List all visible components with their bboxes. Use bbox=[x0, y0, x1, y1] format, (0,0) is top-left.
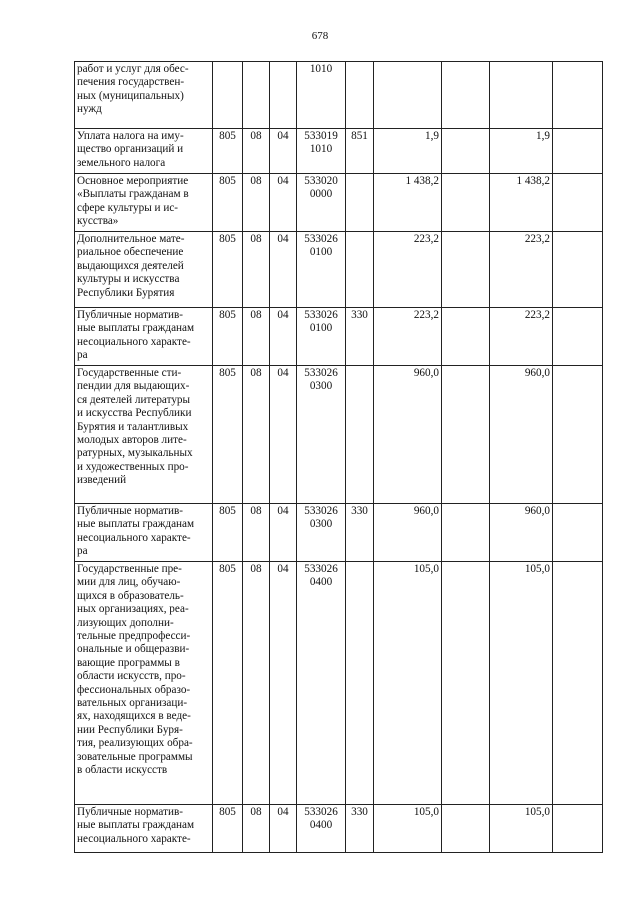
section-cell bbox=[243, 62, 270, 129]
target-article-cell bbox=[297, 129, 346, 174]
sum-cell-2 bbox=[490, 62, 553, 129]
name-cell bbox=[75, 366, 213, 504]
empty-cell bbox=[442, 308, 490, 366]
empty-cell bbox=[553, 174, 603, 232]
subsection-cell: 04 bbox=[270, 232, 297, 308]
name-cell bbox=[75, 232, 213, 308]
name-cell-line: сфере культуры и ис- bbox=[77, 201, 179, 214]
name-cell-line: «Выплаты гражданам в bbox=[77, 188, 189, 201]
empty-cell bbox=[442, 129, 490, 174]
target-article-cell-line: 533019 bbox=[304, 130, 338, 142]
sum-cell: 223,2 bbox=[374, 308, 442, 366]
table-body bbox=[75, 62, 603, 853]
target-article-cell-line: 533026 bbox=[304, 563, 338, 575]
empty-cell bbox=[442, 562, 490, 805]
name-cell-line: работ и услуг для обес- bbox=[77, 63, 189, 75]
target-article-cell-line: 0000 bbox=[309, 188, 333, 201]
sum-cell-2: 105,0 bbox=[490, 562, 553, 805]
target-article-cell bbox=[297, 366, 346, 504]
expense-type-cell bbox=[346, 562, 374, 805]
expense-type-cell bbox=[346, 232, 374, 308]
sum-cell-2: 105,0 bbox=[490, 805, 553, 853]
name-cell-line: ях, находящихся в веде- bbox=[77, 710, 191, 723]
table-row bbox=[75, 174, 603, 232]
sum-cell: 1,9 bbox=[374, 129, 442, 174]
sum-cell: 960,0 bbox=[374, 504, 442, 562]
empty-cell bbox=[553, 308, 603, 366]
target-article-cell-line: 533026 bbox=[304, 233, 338, 245]
section-cell: 08 bbox=[243, 504, 270, 562]
empty-cell bbox=[553, 232, 603, 308]
subsection-cell: 04 bbox=[270, 366, 297, 504]
name-cell-line: Дополнительное мате- bbox=[77, 233, 185, 245]
target-article-cell-line: 0400 bbox=[309, 576, 333, 589]
target-article-cell-line: 0300 bbox=[309, 380, 333, 393]
table-row bbox=[75, 562, 603, 805]
name-cell-line: в области искусств bbox=[77, 764, 168, 777]
target-article-cell-line: 533026 bbox=[304, 806, 338, 818]
name-cell-line: щество организаций и bbox=[77, 143, 184, 156]
name-cell-line: Публичные норматив- bbox=[77, 806, 183, 818]
empty-cell bbox=[553, 129, 603, 174]
ved-cell: 805 bbox=[213, 562, 243, 805]
sum-cell-2: 1 438,2 bbox=[490, 174, 553, 232]
name-cell bbox=[75, 129, 213, 174]
sum-cell-2: 1,9 bbox=[490, 129, 553, 174]
table-row bbox=[75, 232, 603, 308]
name-cell-line: несоциального характе- bbox=[77, 832, 191, 845]
subsection-cell: 04 bbox=[270, 562, 297, 805]
subsection-cell: 04 bbox=[270, 308, 297, 366]
table-row bbox=[75, 62, 603, 129]
name-cell bbox=[75, 174, 213, 232]
name-cell-line: Государственные сти- bbox=[77, 367, 182, 379]
name-cell bbox=[75, 805, 213, 853]
section-cell: 08 bbox=[243, 129, 270, 174]
section-cell: 08 bbox=[243, 366, 270, 504]
name-cell-line: печения государствен- bbox=[77, 76, 185, 89]
empty-cell bbox=[553, 366, 603, 504]
name-cell-line: ра bbox=[77, 349, 88, 362]
subsection-cell: 04 bbox=[270, 805, 297, 853]
name-cell-line: вательных организаци- bbox=[77, 697, 188, 710]
name-cell-line: Уплата налога на иму- bbox=[77, 130, 184, 142]
target-article-cell-line: 533026 bbox=[304, 505, 338, 517]
name-cell-line: выдающихся деятелей bbox=[77, 259, 184, 272]
expense-type-cell: 330 bbox=[346, 805, 374, 853]
ved-cell: 805 bbox=[213, 174, 243, 232]
target-article-cell-line: 0400 bbox=[309, 819, 333, 832]
name-cell-line: изведений bbox=[77, 474, 127, 487]
target-article-cell-line: 0300 bbox=[309, 518, 333, 531]
subsection-cell: 04 bbox=[270, 129, 297, 174]
name-cell-line: тия, реализующих обра- bbox=[77, 737, 193, 750]
section-cell: 08 bbox=[243, 174, 270, 232]
table-row bbox=[75, 504, 603, 562]
table-row bbox=[75, 366, 603, 504]
target-article-cell bbox=[297, 308, 346, 366]
name-cell-line: ональные и общеразви- bbox=[77, 643, 190, 656]
expense-type-cell: 330 bbox=[346, 308, 374, 366]
target-article-cell bbox=[297, 805, 346, 853]
empty-cell bbox=[553, 62, 603, 129]
name-cell-line: ные выплаты гражданам bbox=[77, 322, 195, 335]
expense-type-cell bbox=[346, 366, 374, 504]
budget-table bbox=[74, 61, 603, 853]
ved-cell bbox=[213, 62, 243, 129]
name-cell-line: и художественных про- bbox=[77, 460, 189, 473]
name-cell-line: Республики Бурятия bbox=[77, 286, 175, 299]
page-number: 678 bbox=[311, 30, 329, 42]
target-article-cell bbox=[297, 174, 346, 232]
name-cell-line: Бурятия и талантливых bbox=[77, 420, 189, 433]
name-cell-line: и искусства Республики bbox=[77, 407, 192, 420]
name-cell-line: ра bbox=[77, 545, 88, 558]
ved-cell: 805 bbox=[213, 805, 243, 853]
sum-cell-2: 223,2 bbox=[490, 232, 553, 308]
name-cell-line: риальное обеспечение bbox=[77, 246, 184, 259]
name-cell-line: фессиональных образо- bbox=[77, 683, 191, 696]
name-cell-line: зовательные программы bbox=[77, 750, 193, 763]
name-cell-line: ные выплаты гражданам bbox=[77, 518, 195, 531]
name-cell-line: мии для лиц, обучаю- bbox=[77, 576, 181, 589]
expense-type-cell bbox=[346, 174, 374, 232]
name-cell-line: нужд bbox=[77, 103, 102, 116]
name-cell-line: вающие программы в bbox=[77, 656, 180, 669]
name-cell-line: ся деятелей литературы bbox=[77, 393, 191, 406]
name-cell-line: ные выплаты гражданам bbox=[77, 819, 195, 832]
name-cell bbox=[75, 62, 213, 129]
name-cell-line: Основное мероприятие bbox=[77, 175, 189, 187]
sum-cell: 105,0 bbox=[374, 562, 442, 805]
name-cell bbox=[75, 308, 213, 366]
target-article-cell-line: 1010 bbox=[309, 143, 333, 156]
target-article-cell-line: 1010 bbox=[309, 63, 333, 75]
name-cell-line: нии Республики Буря- bbox=[77, 723, 183, 736]
section-cell: 08 bbox=[243, 805, 270, 853]
target-article-cell-line: 533026 bbox=[304, 367, 338, 379]
empty-cell bbox=[442, 366, 490, 504]
empty-cell bbox=[442, 805, 490, 853]
subsection-cell: 04 bbox=[270, 504, 297, 562]
name-cell-line: кусства» bbox=[77, 215, 119, 228]
name-cell-line: ных (муниципальных) bbox=[77, 89, 184, 102]
name-cell-line: культуры и искусства bbox=[77, 273, 180, 286]
table-row bbox=[75, 308, 603, 366]
expense-type-cell bbox=[346, 62, 374, 129]
name-cell-line: Государственные пре- bbox=[77, 563, 182, 575]
target-article-cell bbox=[297, 504, 346, 562]
sum-cell-2: 223,2 bbox=[490, 308, 553, 366]
target-article-cell-line: 533020 bbox=[304, 175, 338, 187]
expense-type-cell: 851 bbox=[346, 129, 374, 174]
name-cell bbox=[75, 504, 213, 562]
table-row bbox=[75, 129, 603, 174]
subsection-cell bbox=[270, 62, 297, 129]
sum-cell-2: 960,0 bbox=[490, 504, 553, 562]
name-cell-line: несоциального характе- bbox=[77, 335, 191, 348]
target-article-cell-line: 533026 bbox=[304, 309, 338, 321]
empty-cell bbox=[442, 62, 490, 129]
name-cell-line: земельного налога bbox=[77, 156, 166, 169]
empty-cell bbox=[553, 562, 603, 805]
target-article-cell-line: 0100 bbox=[309, 322, 333, 335]
subsection-cell: 04 bbox=[270, 174, 297, 232]
sum-cell: 223,2 bbox=[374, 232, 442, 308]
section-cell: 08 bbox=[243, 232, 270, 308]
name-cell-line: ных организациях, реа- bbox=[77, 603, 189, 616]
ved-cell: 805 bbox=[213, 308, 243, 366]
name-cell-line: Публичные норматив- bbox=[77, 309, 183, 321]
ved-cell: 805 bbox=[213, 504, 243, 562]
ved-cell: 805 bbox=[213, 232, 243, 308]
ved-cell: 805 bbox=[213, 129, 243, 174]
table-row bbox=[75, 805, 603, 853]
sum-cell bbox=[374, 62, 442, 129]
empty-cell bbox=[442, 504, 490, 562]
empty-cell bbox=[442, 174, 490, 232]
name-cell-line: молодых авторов лите- bbox=[77, 434, 187, 447]
name-cell-line: тельные предпрофесси- bbox=[77, 630, 191, 643]
name-cell-line: ратурных, музыкальных bbox=[77, 447, 193, 460]
sum-cell: 105,0 bbox=[374, 805, 442, 853]
target-article-cell bbox=[297, 232, 346, 308]
target-article-cell-line: 0100 bbox=[309, 246, 333, 259]
name-cell-line: Публичные норматив- bbox=[77, 505, 183, 517]
name-cell-line: несоциального характе- bbox=[77, 531, 191, 544]
name-cell-line: лизующих дополни- bbox=[77, 616, 174, 629]
name-cell-line: пендии для выдающих- bbox=[77, 380, 190, 393]
sum-cell-2: 960,0 bbox=[490, 366, 553, 504]
section-cell: 08 bbox=[243, 562, 270, 805]
target-article-cell bbox=[297, 62, 346, 129]
empty-cell bbox=[442, 232, 490, 308]
sum-cell: 1 438,2 bbox=[374, 174, 442, 232]
empty-cell bbox=[553, 504, 603, 562]
ved-cell: 805 bbox=[213, 366, 243, 504]
name-cell-line: области искусств, про- bbox=[77, 670, 186, 683]
expense-type-cell: 330 bbox=[346, 504, 374, 562]
sum-cell: 960,0 bbox=[374, 366, 442, 504]
name-cell-line: щихся в образователь- bbox=[77, 589, 184, 602]
empty-cell bbox=[553, 805, 603, 853]
target-article-cell bbox=[297, 562, 346, 805]
name-cell bbox=[75, 562, 213, 805]
section-cell: 08 bbox=[243, 308, 270, 366]
